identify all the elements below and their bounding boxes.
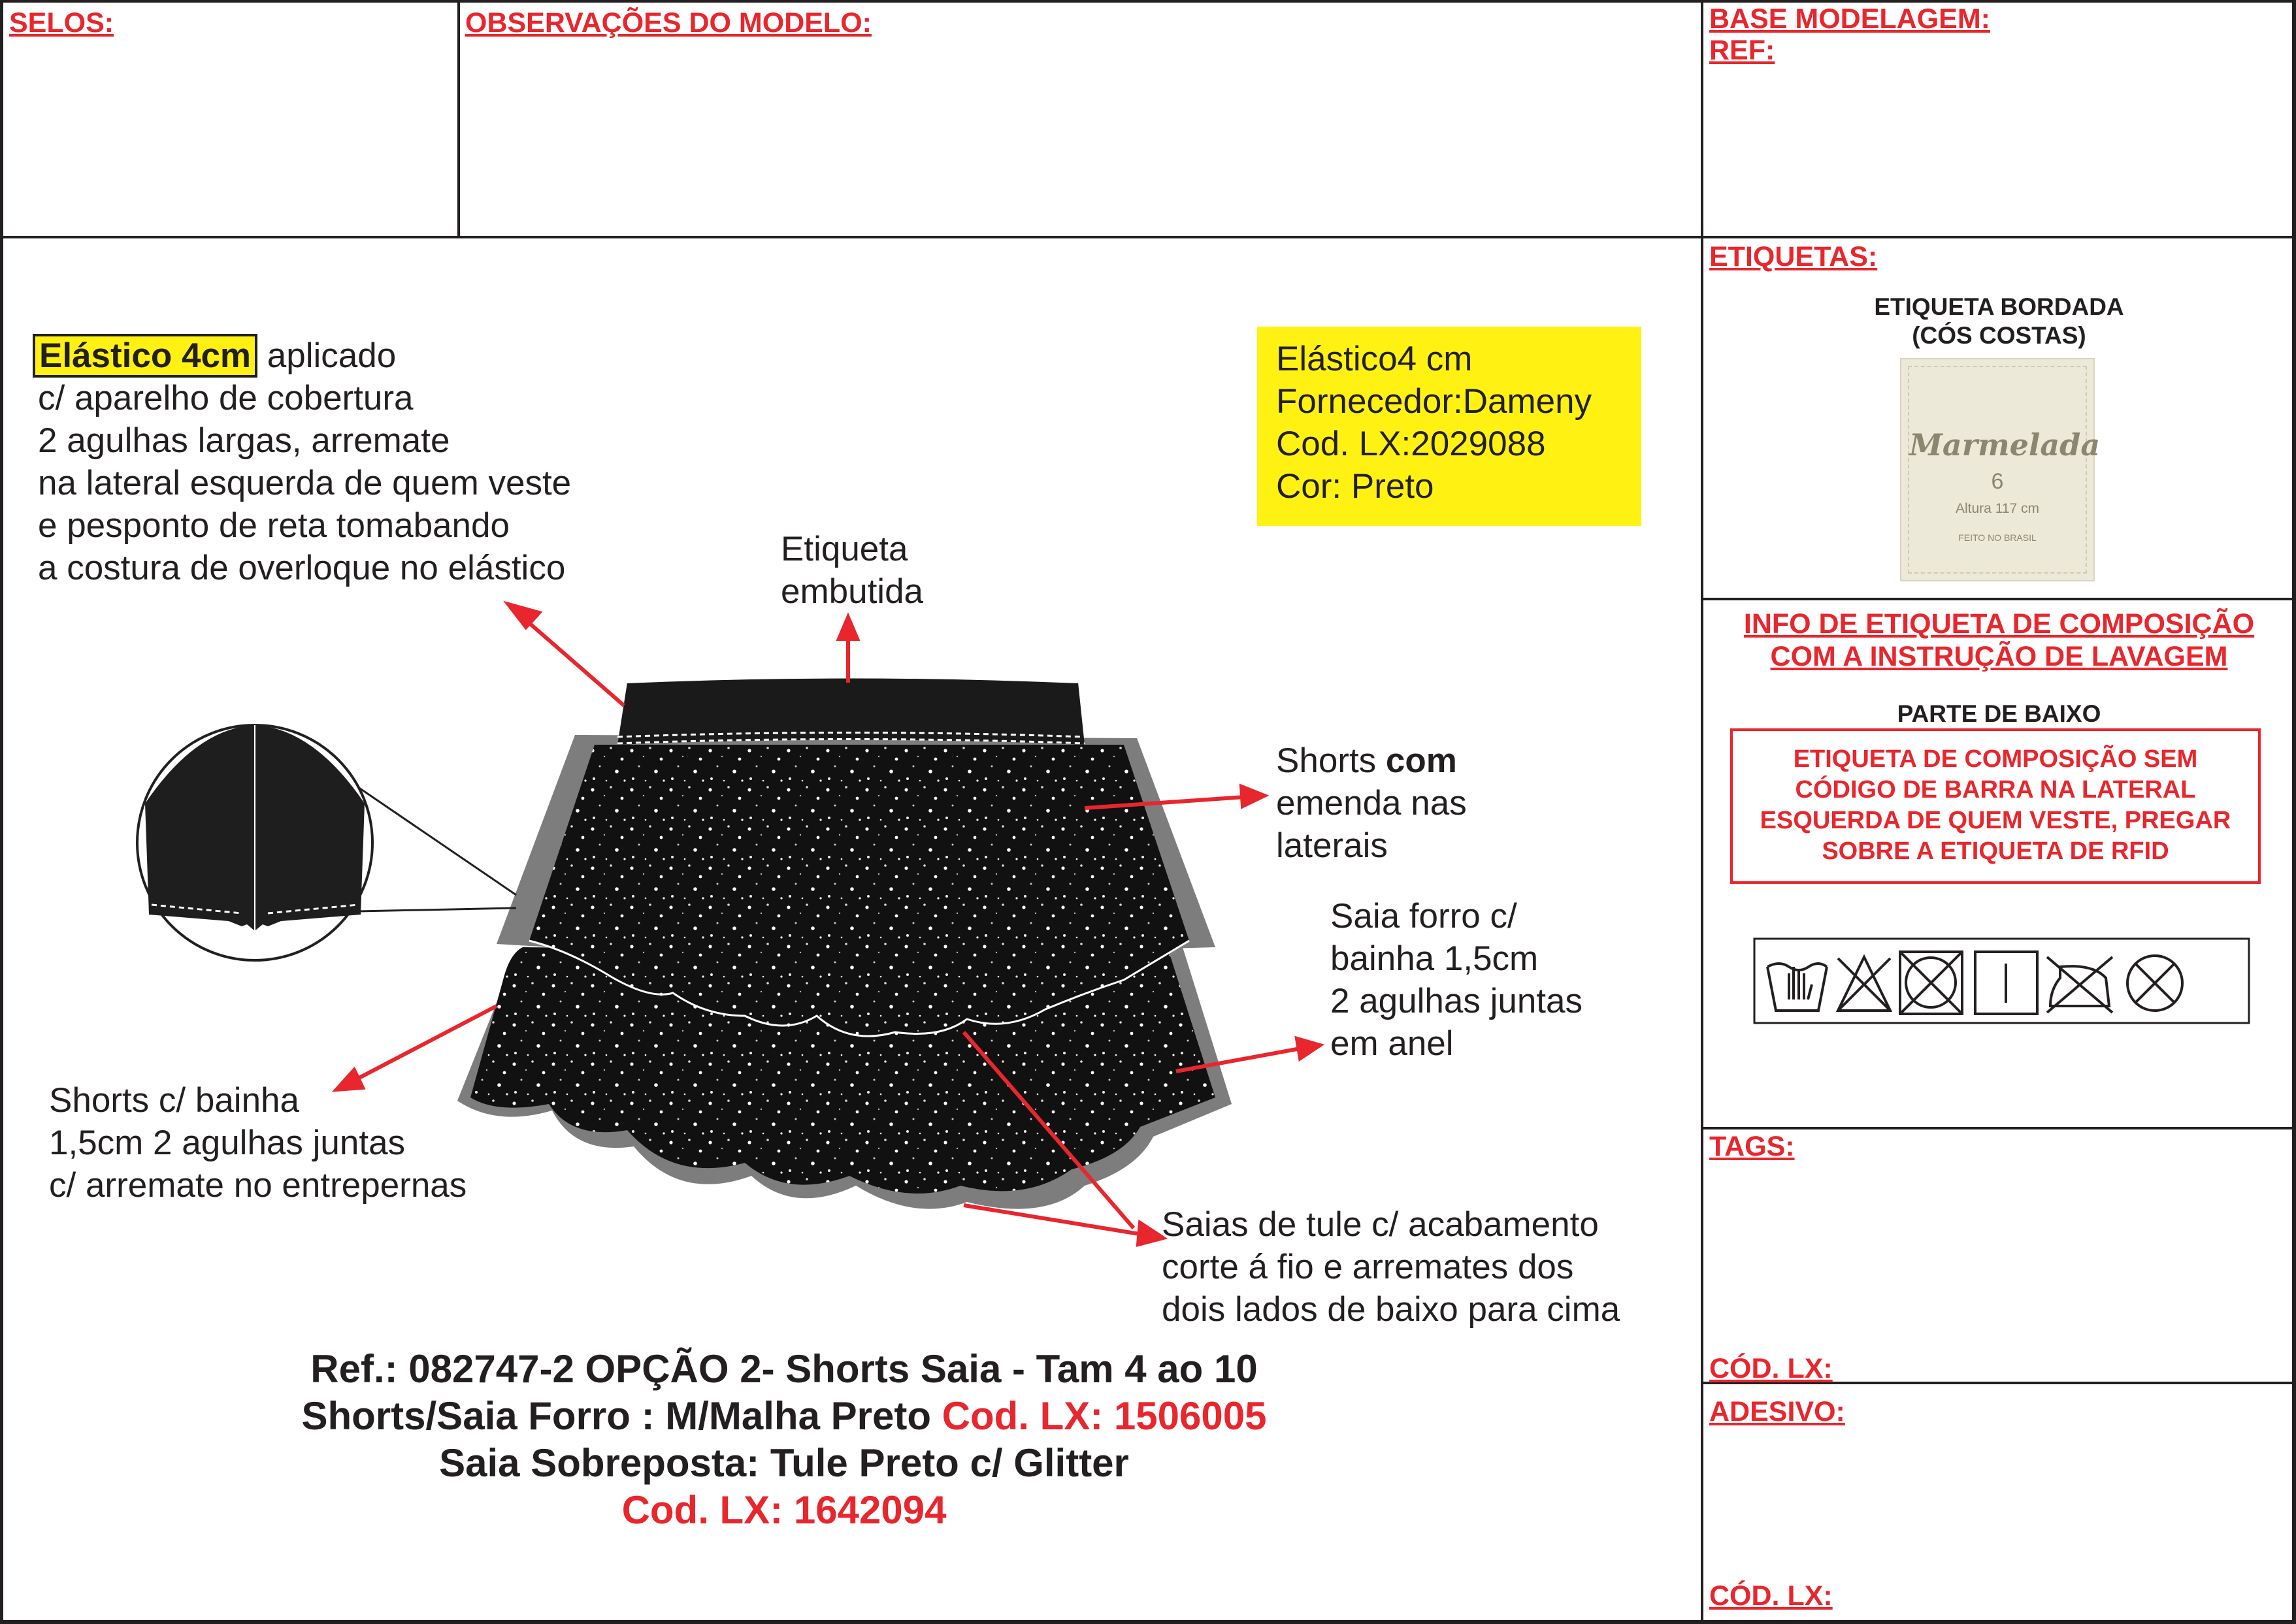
shorts-bainha-line-2: 1,5cm 2 agulhas juntas xyxy=(49,1124,406,1162)
shorts-com-bold: com xyxy=(1385,741,1457,780)
etiqueta-bordada-line-2: (CÓS COSTAS) xyxy=(1912,322,2086,349)
reference-line-2-black: Shorts/Saia Forro : M/Malha Preto xyxy=(301,1394,942,1438)
right-panel-divider xyxy=(1701,0,1703,1624)
adesivo-heading: ADESIVO: xyxy=(1709,1396,1845,1427)
brand-size: 6 xyxy=(1991,469,2004,494)
composicao-line-2: CÓDIGO DE BARRA NA LATERAL xyxy=(1795,776,2196,804)
brand-made: FEITO NO BRASIL xyxy=(1958,532,2037,543)
reference-line-3: Saia Sobreposta: Tule Preto c/ Glitter xyxy=(439,1441,1129,1485)
brand-label xyxy=(1900,358,2101,581)
observacoes-heading: OBSERVAÇÕES DO MODELO: xyxy=(465,7,872,39)
brand-height: Altura 117 cm xyxy=(1956,501,2039,516)
elastico-note xyxy=(33,334,571,589)
cod-lx-adesivo: CÓD. LX: xyxy=(1709,1580,1833,1612)
frame-bottom xyxy=(0,1620,2296,1624)
etiqueta-embutida-line-1: Etiqueta xyxy=(781,530,908,568)
etiqueta-bordada-line-1: ETIQUETA BORDADA xyxy=(1874,293,2124,320)
etiqueta-embutida-note xyxy=(781,528,923,613)
elastic-spec-line-4: Cor: Preto xyxy=(1276,467,1434,506)
shorts-com-note xyxy=(1276,739,1467,867)
tags-heading: TAGS: xyxy=(1709,1131,1795,1162)
etiqueta-bordada-title xyxy=(1702,293,2296,350)
reference-line-1: Ref.: 082747-2 OPÇÃO 2- Shorts Saia - Tam 4 ao 10 xyxy=(310,1347,1258,1391)
info-composicao-line-2: COM A INSTRUÇÃO DE LAVAGEM xyxy=(1770,641,2228,672)
elastico-line-6: a costura de overloque no elástico xyxy=(38,549,566,587)
elastico-line-4: na lateral esquerda de quem veste xyxy=(38,464,572,502)
etiquetas-bottom xyxy=(1702,598,2296,600)
shorts-bainha-line-1: Shorts c/ bainha xyxy=(49,1081,300,1120)
elastic-spec-line-1: Elástico4 cm xyxy=(1276,340,1473,378)
elastico-line-2: c/ aparelho de cobertura xyxy=(38,379,414,417)
parte-de-baixo-label: PARTE DE BAIXO xyxy=(1897,700,2101,727)
shorts-com-line-2: emenda nas xyxy=(1276,784,1467,822)
composicao-bottom xyxy=(1702,1127,2296,1129)
shorts-bainha-note xyxy=(49,1079,467,1207)
cod-lx-tags: CÓD. LX: xyxy=(1709,1353,1833,1384)
shorts-bainha-line-3: c/ arremate no entrepernas xyxy=(49,1166,467,1205)
saias-tule-line-3: dois lados de baixo para cima xyxy=(1162,1290,1620,1329)
brand-name: Marmelada xyxy=(1909,427,2101,463)
frame-right xyxy=(2292,0,2296,1624)
saia-forro-line-1: Saia forro c/ xyxy=(1330,897,1517,935)
composicao-line-4: SOBRE A ETIQUETA DE RFID xyxy=(1822,837,2169,865)
detail-connector xyxy=(358,787,516,911)
elastico-line-1: aplicado xyxy=(257,336,397,375)
etiquetas-heading: ETIQUETAS: xyxy=(1709,241,1878,272)
saia-forro-line-3: 2 agulhas juntas xyxy=(1330,982,1583,1020)
composicao-line-3: ESQUERDA DE QUEM VESTE, PREGAR xyxy=(1760,807,2231,834)
elastico-highlight: Elástico 4cm xyxy=(33,334,257,378)
elastic-spec-line-3: Cod. LX:2029088 xyxy=(1276,425,1546,463)
care-symbols xyxy=(1753,937,2250,1024)
saias-tule-note xyxy=(1162,1203,1620,1331)
elastic-spec-text xyxy=(1276,338,1592,508)
reference-block xyxy=(131,1346,1437,1534)
selos-heading: SELOS: xyxy=(9,7,114,39)
reference-line-2-red: Cod. LX: 1506005 xyxy=(942,1394,1267,1438)
elastico-line-3: 2 agulhas largas, arremate xyxy=(38,421,450,460)
saia-forro-note xyxy=(1330,895,1583,1065)
ref-heading: REF: xyxy=(1709,35,1775,66)
composicao-box xyxy=(1730,728,2261,884)
saias-tule-line-2: corte á fio e arremates dos xyxy=(1162,1248,1574,1286)
info-composicao-heading xyxy=(1702,608,2296,673)
composicao-line-1: ETIQUETA DE COMPOSIÇÃO SEM xyxy=(1793,745,2198,773)
elastico-line-5: e pesponto de reta tomabando xyxy=(38,506,510,545)
base-modelagem-heading: BASE MODELAGEM: xyxy=(1709,3,1990,35)
info-composicao-line-1: INFO DE ETIQUETA DE COMPOSIÇÃO xyxy=(1743,608,2255,640)
saias-tule-line-1: Saias de tule c/ acabamento xyxy=(1162,1205,1599,1244)
elastic-spec-line-2: Fornecedor:Dameny xyxy=(1276,382,1592,421)
etiqueta-embutida-line-2: embutida xyxy=(781,572,924,611)
shorts-com-line-3: laterais xyxy=(1276,826,1388,865)
shorts-com-prefix: Shorts xyxy=(1276,741,1386,780)
saia-forro-line-4: em anel xyxy=(1330,1024,1454,1063)
saia-forro-line-2: bainha 1,5cm xyxy=(1330,939,1539,978)
reference-line-4: Cod. LX: 1642094 xyxy=(621,1488,947,1532)
